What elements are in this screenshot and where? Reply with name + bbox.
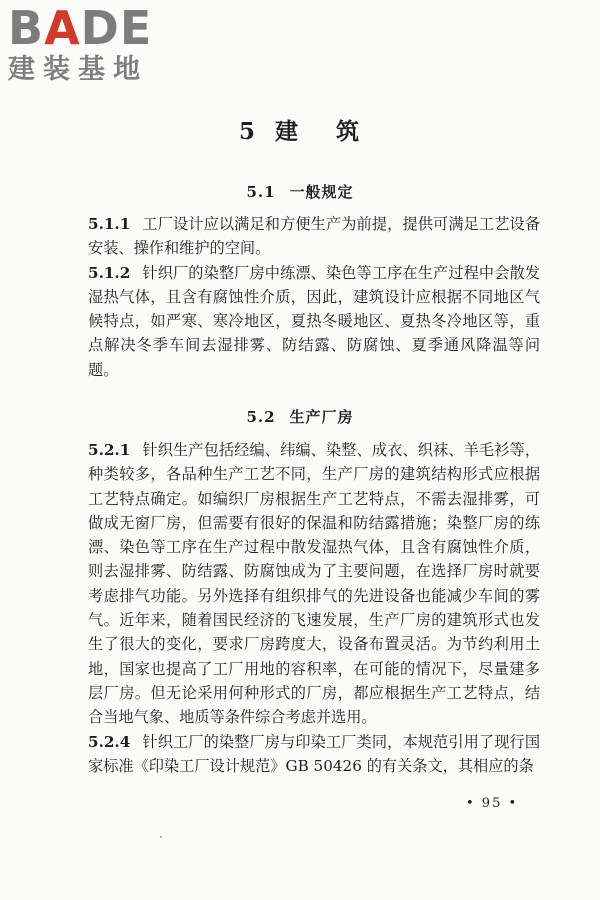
clause-5-1-2	[88, 261, 540, 382]
section-5-2-body	[88, 438, 540, 778]
clause-number: 5.2.1	[88, 441, 131, 459]
page-number: • 95 •	[466, 796, 519, 811]
chapter-title: 5 建 筑	[238, 118, 361, 145]
site-logo	[8, 1, 178, 86]
clause-5-1-1	[88, 212, 540, 261]
clause-text: 针织工厂的染整厂房与印染工厂类同，本规范引用了现行国家标准《印染工厂设计规范》GB 50426 的有关条文，其相应的条	[88, 732, 540, 775]
section-5-1-body	[88, 212, 540, 382]
clause-text: 针织厂的染整厂房中练漂、染色等工序在生产过程中会散发湿热气体，且含有腐蚀性介质，因此，建筑设计应根据不同地区气候特点，如严寒、寒冷地区，夏热冬暖地区、夏热冬冷地区等，重点解决冬季车间去湿排雾、防结露、防腐蚀、夏季通风降温等问题。	[88, 263, 540, 379]
section-heading-5-2: 5.2 生产厂房	[246, 408, 354, 426]
clause-number: 5.1.1	[88, 215, 131, 233]
clause-number: 5.2.4	[88, 732, 131, 751]
section-heading-5-1: 5.1 一般规定	[246, 183, 354, 201]
clause-text: 针织生产包括经编、纬编、染整、成衣、织袜、羊毛衫等，种类较多，各品种生产工艺不同，生产厂房的建筑结构形式应根据工艺特点确定。如编织厂房根据生产工艺特点，不需去湿排雾，可做成无窗厂房，但需要有很好的保温和防结露措施；染整厂房的练漂、染色等工序在生产过程中散发湿热气体，且含有腐蚀性介质，则去湿排雾、防结露、防腐蚀成为了主要问题，在选择厂房时就要考虑排气功能。另外选择有组织排气的先进设备也能减少车间的雾气。近年来，随着国民经济的飞速发展，生产厂房的建筑形式也发生了很大的变化，要求厂房跨度大，设备布置灵活。为节约利用土地，国家也提高了工厂用地的容积率，在可能的情况下，尽量建多层厂房。但无论采用何种形式的厂房，都应根据生产工艺特点，结合当地气象、地质等条件综合考虑并选用。	[88, 441, 540, 727]
logo-subtitle: 建装基地	[8, 54, 148, 85]
clause-number: 5.1.2	[88, 263, 131, 282]
scan-speck	[160, 836, 162, 838]
clause-5-2-1	[88, 438, 540, 730]
clause-5-2-4	[88, 730, 540, 779]
logo-wordmark: BADE	[8, 1, 153, 55]
clause-text: 工厂设计应以满足和方便生产为前提，提供可满足工艺设备安装、操作和维护的空间。	[88, 215, 540, 258]
